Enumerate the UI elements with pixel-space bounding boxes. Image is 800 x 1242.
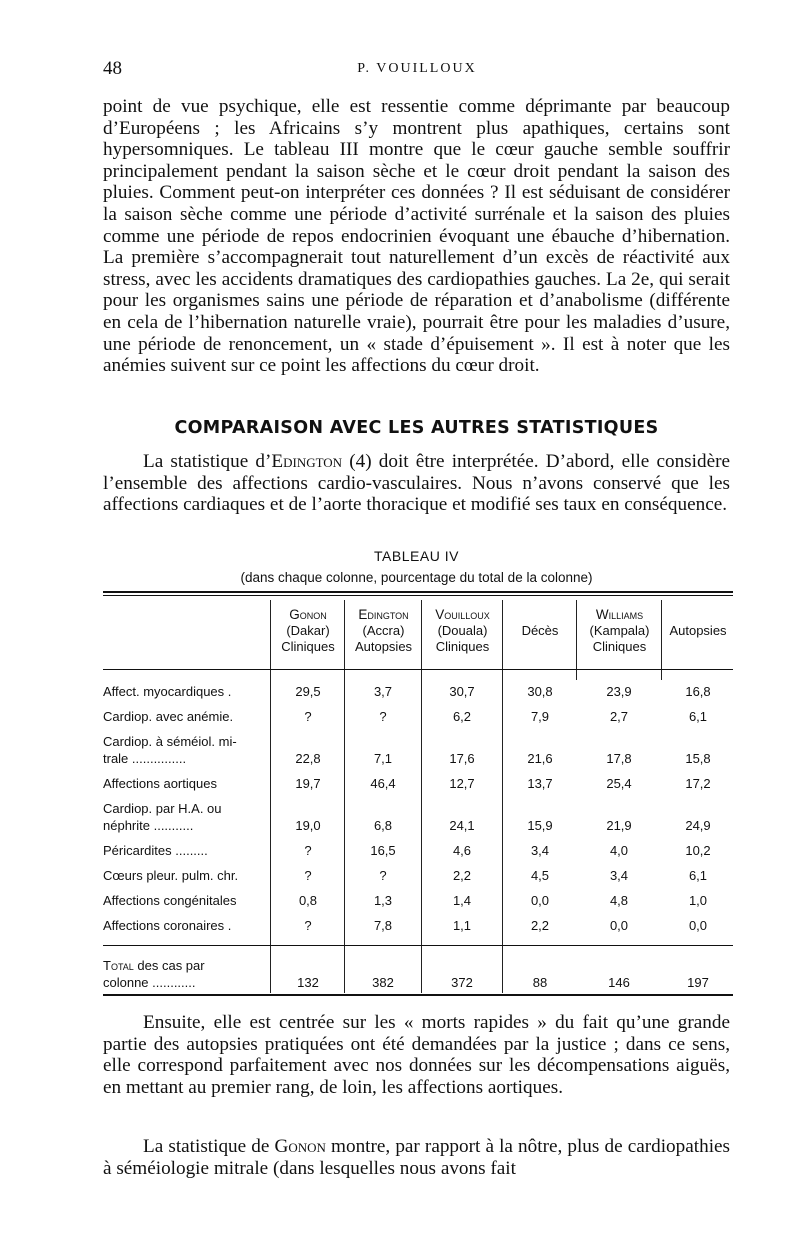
paragraph-2 [103, 451, 730, 516]
data-table [103, 591, 733, 1003]
table-top-rule-thin [103, 595, 733, 596]
table-cell: 2,2 [452, 868, 472, 883]
table-cell: 3,7 [373, 684, 393, 699]
row-label-line: Cardiop. à séméiol. mi- [103, 734, 237, 749]
table-cell: 19,7 [295, 776, 321, 791]
table-cell: 21,9 [606, 818, 632, 833]
column-divider [502, 600, 503, 993]
table-title: TABLEAU IV [374, 548, 459, 564]
table-cell: 6,8 [373, 818, 393, 833]
col-header-name: Gonon [289, 607, 327, 622]
row-label-line: Cardiop. avec anémie. [103, 709, 234, 724]
col-header-place: (Kampala) [589, 623, 650, 638]
column-divider [344, 600, 345, 993]
total-rule [103, 945, 733, 946]
paragraph-4-text-end: montre, par rapport à la nôtre, plus de cardiopathies à séméiologie mitrale (dans lesquelles nous avons fait [103, 1136, 731, 1179]
table-cell: 16,5 [370, 843, 396, 858]
row-label-line: Affections congénitales [103, 893, 237, 908]
paragraph-2-text-start: La statistique d’ [143, 451, 272, 472]
total-cell: 197 [687, 975, 709, 990]
col-header-autopsies [662, 623, 734, 639]
total-label [103, 957, 271, 991]
table-cell: 16,8 [685, 684, 711, 699]
col-header-type: Cliniques [592, 639, 647, 654]
col-header-type: Cliniques [435, 639, 490, 654]
table-cell: 4,0 [609, 843, 629, 858]
col-header-gonon [271, 607, 345, 655]
row-label-line: Cardiop. par H.A. ou [103, 801, 222, 816]
table-cell: 17,6 [449, 751, 475, 766]
table-cell: 24,1 [449, 818, 475, 833]
table-cell: 30,7 [449, 684, 475, 699]
column-divider [270, 600, 271, 993]
total-label-line: colonne ............ [103, 975, 196, 990]
col-header-deces [503, 623, 577, 639]
table-cell: 1,3 [373, 893, 393, 908]
table-cell: 25,4 [606, 776, 632, 791]
table-cell: 17,2 [685, 776, 711, 791]
col-header-place: (Dakar) [286, 623, 330, 638]
paragraph-1: point de vue psychique, elle est ressentie comme déprimante par beaucoup d’Européens ; les Africains s’y montrent plus apathiques, certains sont hypersomniques. Le tableau III montre que le cœur gauche semble souffrir principalement pendant la saison sèche et le cœur droit pendant la saison des pluies. Comment peut-on interpréter ces données ? Il est séduisant de considérer la saison sèche comme une période d’activité surrénale et la saison des pluies comme une période de repos endocrinien évoquant une ébauche d’hibernation. La première s’accompagnerait tout naturellement d’un excès de réactivité aux stress, avec les accidents dramatiques des cardiopathies gauches. La 2e, qui serait pour les organismes sains une période de réparation et d’anabolisme (différente en cela de l’hibernation naturelle vraie), pourrait être pour les maladies d’usure, une période de renoncement, un « stade d’épuisement ». Il est à noter que les anémies suivent sur ce point les affections du cœur droit. [103, 96, 730, 377]
col-header-place: Autopsies [669, 623, 727, 638]
row-label [103, 892, 271, 909]
section-title: COMPARAISON AVEC LES AUTRES STATISTIQUES [174, 418, 659, 438]
row-label-line: Péricardites ......... [103, 843, 208, 858]
table-cell: ? [304, 709, 312, 724]
total-label-line [103, 957, 271, 974]
col-header-type: Cliniques [281, 639, 335, 654]
col-header-type: Autopsies [354, 639, 413, 654]
table-cell: 4,5 [530, 868, 550, 883]
table-cell: 2,7 [609, 709, 629, 724]
row-label-line: Cœurs pleur. pulm. chr. [103, 868, 239, 883]
table-cell: ? [304, 843, 312, 858]
table-cell: 3,4 [530, 843, 550, 858]
table-cell: 46,4 [370, 776, 396, 791]
paragraph-2-text-end: (4) doit être interprétée. D’abord, elle considère l’ensemble des affections cardio-vasculaires. Nous n’avons conservé que les affections cardiaques et de l’aorte thoracique et modifié ses taux en conséquence. [103, 451, 730, 516]
col-header-edington [345, 607, 422, 655]
row-label-line: néphrite ........... [103, 818, 194, 833]
col-header-williams [577, 607, 662, 655]
table-cell: 6,1 [688, 709, 708, 724]
row-label [103, 683, 271, 700]
table-cell: 12,7 [449, 776, 475, 791]
table-cell: 15,8 [685, 751, 711, 766]
paragraph-4-text-start: La statistique de [143, 1136, 275, 1157]
row-label-line: Affections coronaires . [103, 918, 232, 933]
total-cell: 146 [608, 975, 630, 990]
table-cell: 17,8 [606, 751, 632, 766]
table-cell: 29,5 [295, 684, 321, 699]
table-top-rule [103, 591, 733, 593]
col-header-place: Décès [521, 623, 559, 638]
table-cell: 0,0 [530, 893, 550, 908]
table-cell: 1,1 [452, 918, 472, 933]
col-header-vouilloux [422, 607, 503, 655]
table-cell: 4,8 [609, 893, 629, 908]
table-cell: 21,6 [527, 751, 553, 766]
page-number: 48 [103, 58, 122, 79]
table-cell: ? [304, 918, 312, 933]
col-header-place: (Accra) [362, 623, 405, 638]
col-header-name: Vouilloux [435, 607, 490, 622]
col-header-name: Williams [595, 607, 644, 622]
table-cell: 13,7 [527, 776, 553, 791]
table-cell: 2,2 [530, 918, 550, 933]
table-cell: ? [379, 868, 387, 883]
total-label-word: Total [103, 958, 134, 973]
table-cell: 1,4 [452, 893, 472, 908]
table-cell: 19,0 [295, 818, 321, 833]
row-label-line: trale ............... [103, 751, 187, 766]
row-label-line: Affections aortiques [103, 776, 217, 791]
total-cell: 88 [532, 975, 548, 990]
table-cell: 0,0 [688, 918, 708, 933]
table-cell: 7,9 [530, 709, 550, 724]
author-name: Gonon [274, 1136, 326, 1157]
row-label [103, 917, 271, 934]
total-cell: 132 [297, 975, 319, 990]
table-cell: 4,6 [452, 843, 472, 858]
table-cell: 22,8 [295, 751, 321, 766]
total-label-rest: des cas par [133, 958, 205, 973]
table-cell: 3,4 [609, 868, 629, 883]
row-label [103, 775, 271, 792]
table-cell: 6,1 [688, 868, 708, 883]
table-cell: 24,9 [685, 818, 711, 833]
row-label [103, 842, 271, 859]
row-label [103, 867, 271, 884]
paragraph-3: Ensuite, elle est centrée sur les « morts rapides » du fait qu’une grande partie des autopsies pratiquées ont été demandées par la justice ; dans ce sens, elle correspond parfaitement avec nos données sur les décompensations aiguës, en mettant au premier rang, de loin, les affections aortiques. [103, 1012, 730, 1098]
paragraph-4 [103, 1136, 730, 1179]
col-header-place: (Douala) [437, 623, 488, 638]
total-cell: 372 [451, 975, 473, 990]
table-cell: 10,2 [685, 843, 711, 858]
table-cell: 1,0 [688, 893, 708, 908]
column-divider [421, 600, 422, 993]
table-caption: (dans chaque colonne, pourcentage du total de la colonne) [240, 570, 593, 585]
row-label [103, 708, 271, 725]
table-cell: 6,2 [452, 709, 472, 724]
page-header [103, 58, 731, 84]
total-cell: 382 [372, 975, 394, 990]
table-cell: 15,9 [527, 818, 553, 833]
row-label [103, 800, 271, 834]
author-name: Edington [271, 451, 343, 472]
running-head: P. VOUILLOUX [357, 61, 477, 76]
table-cell: 23,9 [606, 684, 632, 699]
table-cell: 0,0 [609, 918, 629, 933]
table-cell: ? [304, 868, 312, 883]
table-cell: 0,8 [298, 893, 318, 908]
header-rule [103, 669, 733, 670]
row-label-line: Affect. myocardiques . [103, 684, 232, 699]
row-label [103, 733, 271, 767]
table-cell: ? [379, 709, 387, 724]
table-cell: 30,8 [527, 684, 553, 699]
col-header-name: Edington [358, 607, 409, 622]
table-cell: 7,1 [373, 751, 393, 766]
table-bottom-rule [103, 994, 733, 996]
table-cell: 7,8 [373, 918, 393, 933]
